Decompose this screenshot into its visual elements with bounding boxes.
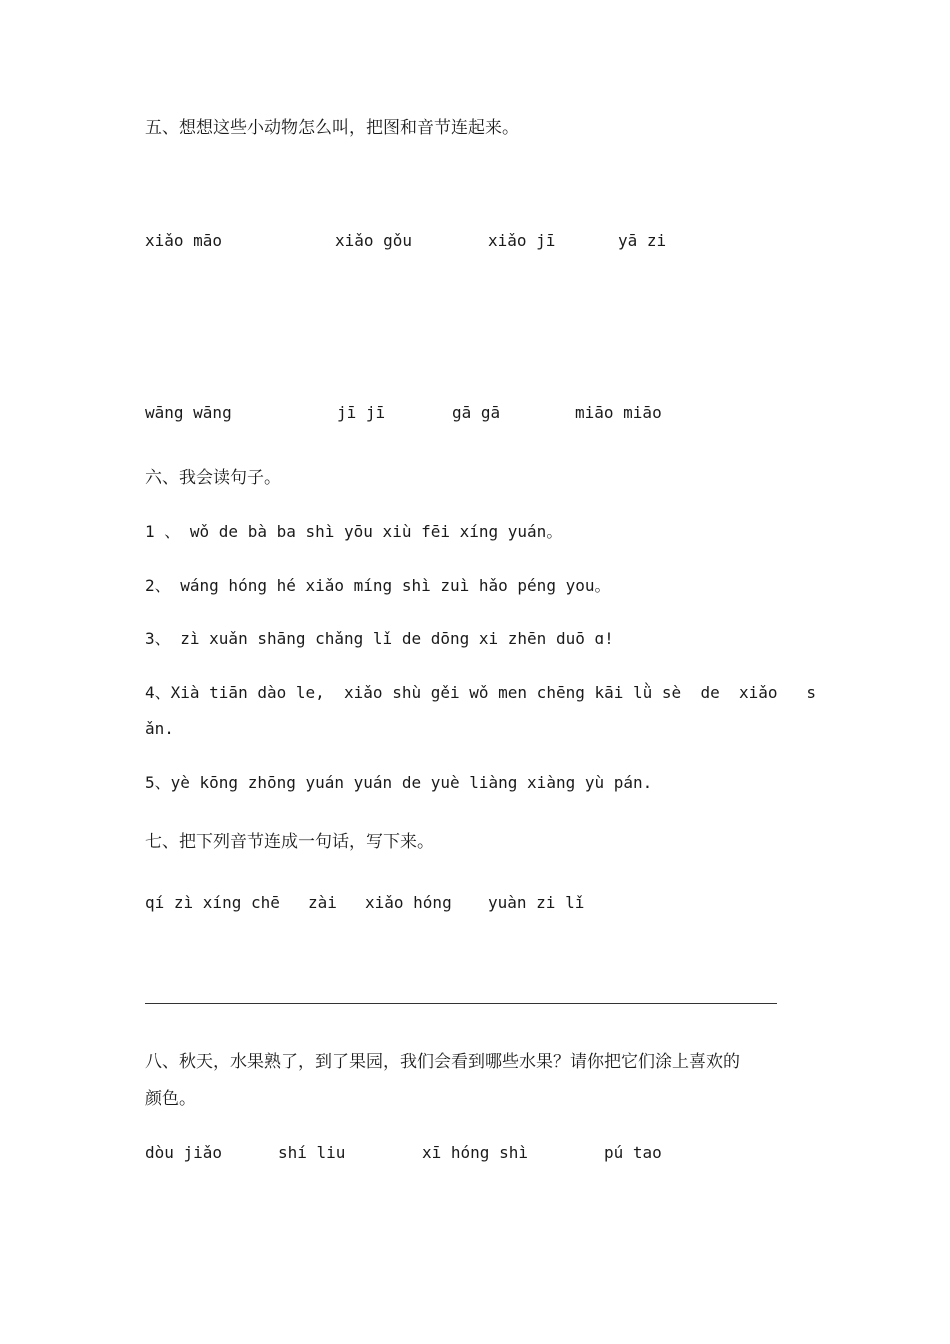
syllable-group-4: yuàn zi lǐ	[488, 893, 585, 912]
animal-name-duck: yā zi	[618, 231, 667, 250]
syllable-group-2: zài	[308, 893, 337, 912]
section5-title: 五、想想这些小动物怎么叫，把图和音节连起来。	[145, 118, 519, 138]
fruit-pomegranate: shí liu	[278, 1143, 346, 1162]
sentence-4-continued: ǎn.	[145, 719, 174, 738]
fruit-bean: dòu jiǎo	[145, 1143, 223, 1162]
sentence-3: 3、 zì xuǎn shāng chǎng lǐ de dōng xi zhēn duō ɑ!	[145, 629, 614, 648]
sentence-4: 4、Xià tiān dào le, xiǎo shù gěi wǒ men chēng kāi lǜ sè de xiǎo s	[145, 683, 817, 702]
syllable-group-3: xiǎo hóng	[365, 893, 452, 912]
sound-cat: miāo miāo	[575, 403, 662, 422]
animal-name-cat: xiǎo māo	[145, 231, 223, 250]
sentence-1: 1 、 wǒ de bà ba shì yōu xiù fēi xíng yuán。	[145, 522, 563, 541]
section7-title: 七、把下列音节连成一句话，写下来。	[145, 832, 434, 852]
answer-write-line[interactable]	[145, 1003, 777, 1004]
section8-title-line2: 颜色。	[145, 1089, 196, 1109]
sentence-5: 5、yè kōng zhōng yuán yuán de yuè liàng xiàng yù pán.	[145, 773, 653, 792]
sound-chick: jī jī	[337, 403, 386, 422]
syllable-group-1: qí zì xíng chē	[145, 893, 280, 912]
fruit-grape: pú tao	[604, 1143, 662, 1162]
animal-name-dog: xiǎo gǒu	[335, 231, 413, 250]
fruit-tomato: xī hóng shì	[422, 1143, 528, 1162]
animal-name-chick: xiǎo jī	[488, 231, 556, 250]
sentence-2: 2、 wáng hóng hé xiǎo míng shì zuì hǎo péng you。	[145, 576, 611, 595]
sound-dog: wāng wāng	[145, 403, 232, 422]
section6-title: 六、我会读句子。	[145, 468, 281, 488]
sound-duck: gā gā	[452, 403, 501, 422]
section8-title-line1: 八、秋天，水果熟了，到了果园，我们会看到哪些水果？请你把它们涂上喜欢的	[145, 1052, 740, 1072]
